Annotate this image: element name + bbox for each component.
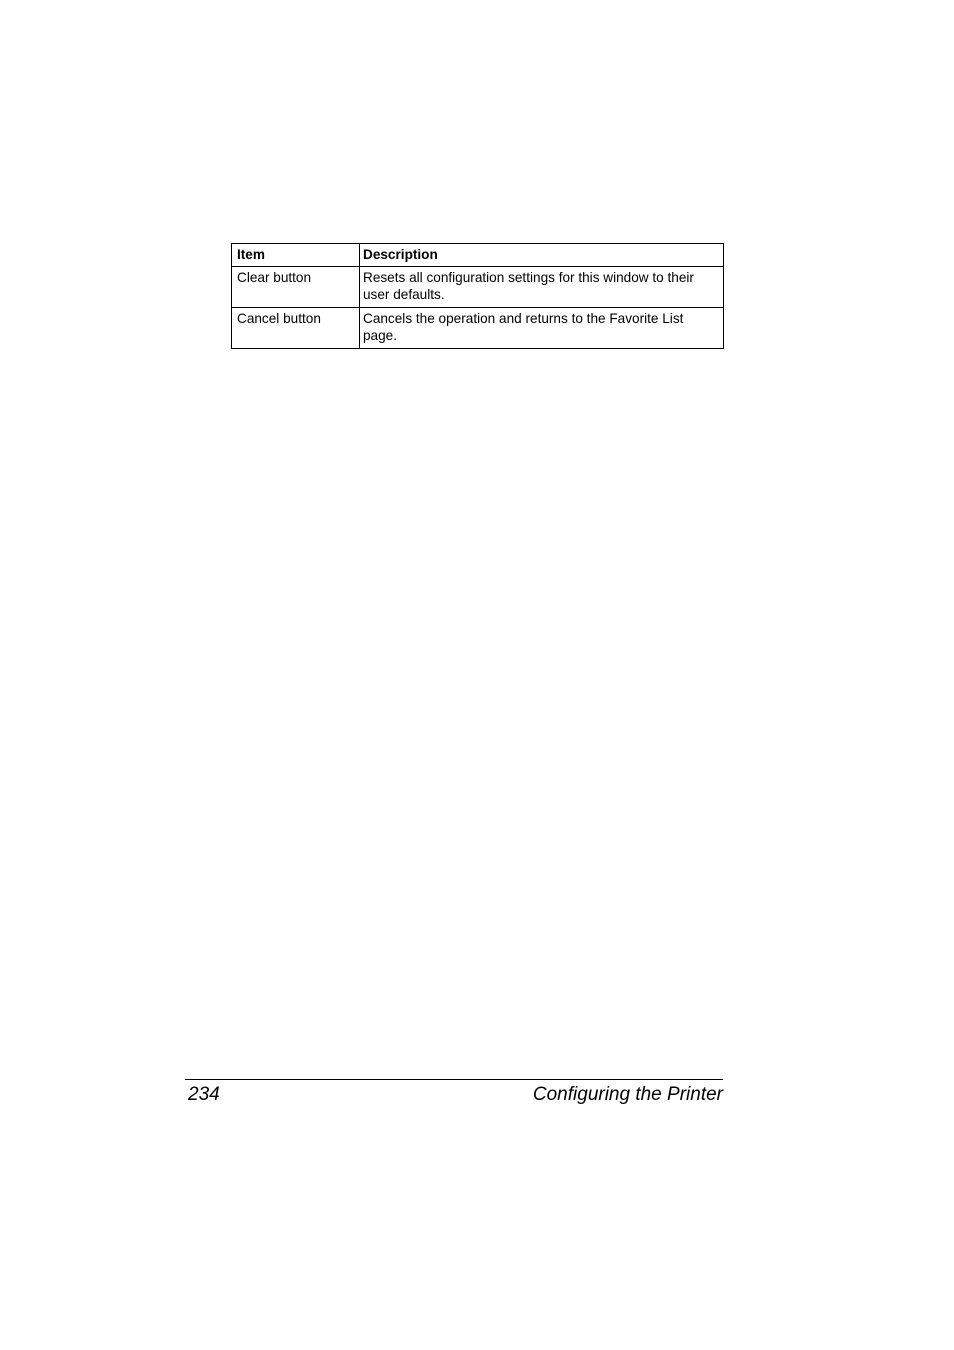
- table-row: [232, 308, 724, 349]
- column-header-item: Item: [232, 244, 360, 267]
- column-header-description: Description: [360, 244, 724, 267]
- table-cell-item: Cancel button: [232, 308, 360, 349]
- table-cell-description: Cancels the operation and returns to the Favorite List page.: [360, 308, 724, 349]
- item-description-table: [231, 243, 724, 349]
- table-row: [232, 267, 724, 308]
- table-cell-description: Resets all configuration settings for this window to their user defaults.: [360, 267, 724, 308]
- chapter-title: Configuring the Printer: [532, 1084, 723, 1105]
- table-header-row: [232, 244, 724, 267]
- page-number: 234: [188, 1084, 220, 1105]
- table-cell-item: Clear button: [232, 267, 360, 308]
- page-footer: [185, 1079, 723, 1105]
